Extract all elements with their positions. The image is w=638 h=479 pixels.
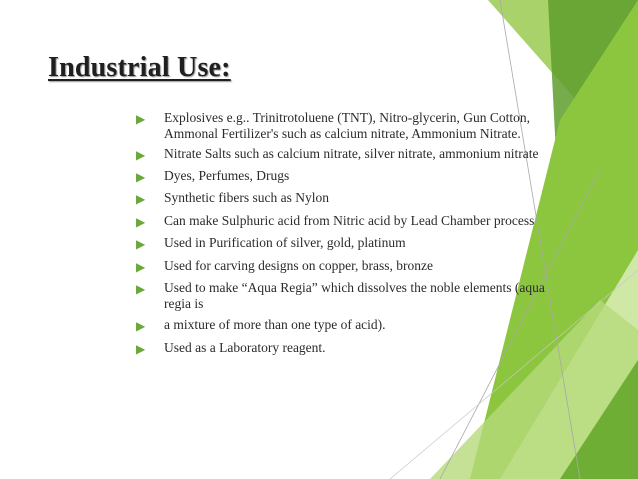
bullet-item <box>136 280 576 312</box>
bullet-text <box>164 317 386 334</box>
bullet-item <box>136 146 576 163</box>
bullet-text <box>164 190 329 207</box>
bullet-line: Dyes, Perfumes, Drugs <box>164 168 290 183</box>
triangle-right-icon: ▶ <box>136 260 146 274</box>
bullet-text <box>164 110 530 142</box>
bullet-line: Synthetic fibers such as Nylon <box>164 190 329 205</box>
bullet-text <box>164 213 534 230</box>
bullet-line: regia is <box>164 296 204 311</box>
bullet-line: Ammonal Fertilizer's such as calcium nitrate, Ammonium Nitrate. <box>164 126 521 141</box>
bullet-item <box>136 258 576 275</box>
bullet-text <box>164 235 406 252</box>
slide-title: Industrial Use: <box>48 52 231 83</box>
bullet-item <box>136 110 576 142</box>
bullet-line: Can make Sulphuric acid from Nitric acid by Lead Chamber process <box>164 213 535 228</box>
bullet-item <box>136 340 576 357</box>
triangle-right-icon: ▶ <box>136 342 146 356</box>
bullet-line: Used as a Laboratory reagent. <box>164 340 326 355</box>
triangle-right-icon: ▶ <box>136 148 146 162</box>
bullet-text <box>164 146 539 163</box>
bullet-line: Nitrate Salts such as calcium nitrate, silver nitrate, ammonium nitrate <box>164 146 539 161</box>
triangle-right-icon: ▶ <box>136 112 146 126</box>
bullet-item <box>136 213 576 230</box>
triangle-right-icon: ▶ <box>136 170 146 184</box>
triangle-right-icon: ▶ <box>136 215 146 229</box>
bullet-text <box>164 280 545 312</box>
bullet-line: Used to make “Aqua Regia” which dissolves the noble elements (aqua <box>164 280 545 295</box>
triangle-right-icon: ▶ <box>136 319 146 333</box>
bullet-line: a mixture of more than one type of acid). <box>164 317 386 332</box>
bullet-item <box>136 168 576 185</box>
bullet-item <box>136 190 576 207</box>
bullet-text <box>164 340 326 357</box>
triangle-right-icon: ▶ <box>136 237 146 251</box>
bullet-line: Used in Purification of silver, gold, platinum <box>164 235 406 250</box>
bullet-line: Used for carving designs on copper, brass, bronze <box>164 258 434 273</box>
bullet-text <box>164 168 289 185</box>
bullet-item <box>136 235 576 252</box>
triangle-right-icon: ▶ <box>136 192 146 206</box>
bullet-text <box>164 258 433 275</box>
bullet-item <box>136 317 576 334</box>
bullet-line: Explosives e.g.. Trinitrotoluene (TNT), Nitro-glycerin, Gun Cotton, <box>164 110 530 125</box>
triangle-right-icon: ▶ <box>136 282 146 296</box>
